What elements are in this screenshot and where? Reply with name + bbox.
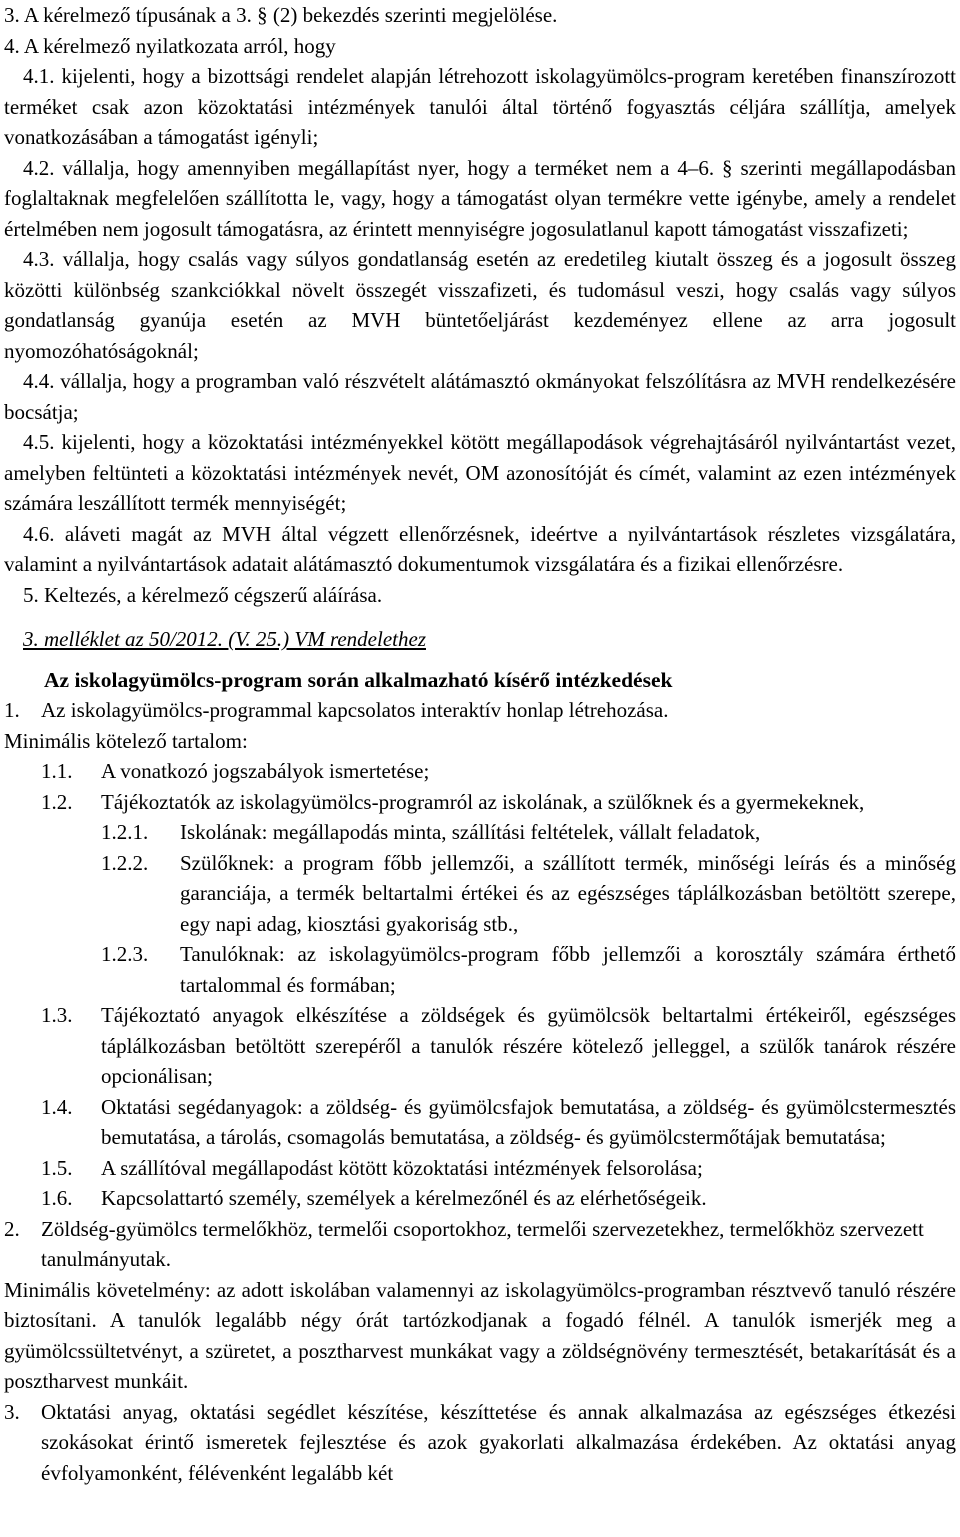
list-item — [4, 1397, 956, 1489]
section-5-line: 5. Keltezés, a kérelmező cégszerű aláírása. — [23, 582, 383, 607]
item-number: 1.4. — [41, 1094, 73, 1119]
item-text: Oktatási anyag, oktatási segédlet készítése, készíttetése és annak alkalmazása az egészséges étkezési szokásokat érintő ismeretek fejlesztése és azok gyakorlati alkalmazása érdekében. Az oktatási anyag évfolyamonként, félévenként legalább két — [41, 1399, 956, 1485]
item-text: A szállítóval megállapodást kötött közoktatási intézmények felsorolása; — [101, 1155, 703, 1180]
item-text: Szülőknek: a program főbb jellemzői, a szállított termék, minőségi leírás és a minőség garanciája, a termék beltartalmi értékei és az egészséges táplálkozásban betöltött szerepe, egy napi adag, kiosztási gyakoriság stb., — [180, 850, 956, 936]
paragraph-4-1: 4.1. kijelenti, hogy a bizottsági rendelet alapján létrehozott iskolagyümölcs-program keretében finanszírozott terméket csak azon közoktatási intézmények tanulói által történő fogyasztás céljára szállítja, amelyek vonatkozásában a támogatást igényli; — [4, 64, 956, 149]
paragraph-4-2: 4.2. vállalja, hogy amennyiben megállapítást nyer, hogy a terméket nem a 4–6. § szerinti megállapodásban foglaltaknak megfelelően szállította le, vagy, hogy a támogatást olyan termékre vette igénybe, amely a rendelet értelmében nem jogosult támogatásra, az érintett mennyiségre jogosulatlanul kapott támogatást visszafizeti; — [4, 155, 956, 241]
list-item — [4, 1153, 956, 1184]
item-number: 1.2. — [41, 789, 73, 814]
item-number: 1. — [4, 698, 20, 722]
item-number: 1.1. — [41, 759, 73, 783]
item-number: 1.3. — [41, 1003, 73, 1027]
item-number: 1.6. — [41, 1186, 73, 1210]
list-item — [4, 1000, 956, 1092]
list-item — [4, 1214, 956, 1275]
list-item — [4, 939, 956, 1000]
list-item — [4, 817, 956, 848]
item-number: 1.2.2. — [101, 850, 149, 875]
list-item — [4, 1092, 956, 1153]
section-3-line: 3. A kérelmező típusának a 3. § (2) bekezdés szerinti megjelölése. — [4, 3, 558, 27]
annex-reference: 3. melléklet az 50/2012. (V. 25.) VM rendelethez — [23, 627, 426, 651]
section-4-line: 4. A kérelmező nyilatkozata arról, hogy — [4, 33, 336, 58]
item-number: 3. — [4, 1399, 20, 1424]
item-text: Iskolának: megállapodás minta, szállítási feltételek, vállalt feladatok, — [180, 820, 761, 844]
list-item — [4, 1183, 956, 1214]
item-text: Az iskolagyümölcs-programmal kapcsolatos interaktív honlap létrehozása. — [41, 698, 669, 722]
annex-title: Az iskolagyümölcs-program során alkalmazható kísérő intézkedések — [44, 667, 673, 692]
item-text: Oktatási segédanyagok: a zöldség- és gyümölcsfajok bemutatása, a zöldség- és gyümölcstermesztés bemutatása, a tárolás, csomagolás bemutatása, a zöldség- és gyümölcstermőtájak bemutatása; — [101, 1094, 956, 1149]
list-item — [4, 848, 956, 940]
item-number: 1.2.1. — [101, 820, 149, 844]
item-text: Kapcsolattartó személy, személyek a kérelmezőnél és az elérhetőségeik. — [101, 1186, 707, 1210]
item-text: Zöldség-gyümölcs termelőkhöz, termelői csoportokhoz, termelői szervezetekhez, termelőkhöz szervezett tanulmányutak. — [41, 1216, 924, 1271]
item-number: 1.2.3. — [101, 942, 149, 966]
paragraph-4-3: 4.3. vállalja, hogy csalás vagy súlyos gondatlanság esetén az eredetileg kiutalt összeg és a jogosult összeg közötti különbség szankciókkal növelt összegét visszafizeti, és tudomásul veszi, hogy csalás vagy súlyos gondatlanság gyanúja esetén az MVH büntetőeljárást kezdeményez ellene az arra jogosult nyomozóhatóságoknál; — [4, 247, 956, 363]
item-text: Tájékoztatók az iskolagyümölcs-programról az iskolának, a szülőknek és a gyermekeknek, — [101, 789, 865, 814]
item-number: 2. — [4, 1216, 20, 1241]
paragraph-4-5: 4.5. kijelenti, hogy a közoktatási intézményekkel kötött megállapodások végrehajtásáról nyilvántartást vezet, amelyben feltünteti a közoktatási intézmények nevét, OM azonosítóját és címét, valamint az ezen intézmények számára leszállított termék mennyiségét; — [4, 430, 956, 515]
minimum-requirement-paragraph: Minimális követelmény: az adott iskolában valamennyi az iskolagyümölcs-programban résztvevő tanuló részére biztosítani. A tanulók legalább négy órát tartózkodjanak a fogadó félnél. A tanulók ismerjék meg a gyümölcssültetvényt, a szüretet, a posztharvest munkákat vagy a zöldségnövény termesztését, betakarítását és a posztharvest munkáit. — [4, 1277, 956, 1393]
item-number: 1.5. — [41, 1155, 73, 1180]
list-item — [4, 756, 956, 787]
paragraph-4-4: 4.4. vállalja, hogy a programban való részvételt alátámasztó okmányokat felszólításra az MVH rendelkezésére bocsátja; — [4, 369, 956, 424]
item-text: Tanulóknak: az iskolagyümölcs-program főbb jellemzői a korosztály számára érthető tartalommal és formában; — [180, 942, 956, 997]
list-item — [4, 695, 956, 726]
list-item — [4, 787, 956, 818]
item-text: Tájékoztató anyagok elkészítése a zöldségek és gyümölcsök beltartalmi értékeiről, egészséges táplálkozásban betöltött szerepéről a tanulók részére kötelező jelleggel, a szülők tanárok részére opcionálisan; — [101, 1003, 956, 1088]
minimum-content-label: Minimális kötelező tartalom: — [4, 728, 248, 753]
item-text: A vonatkozó jogszabályok ismertetése; — [101, 759, 430, 783]
paragraph-4-6: 4.6. aláveti magát az MVH által végzett ellenőrzésnek, ideértve a nyilvántartások részletes vizsgálatára, valamint a nyilvántartások adatait alátámasztó dokumentumok vizsgálatára és a fizikai ellenőrzésre. — [4, 521, 956, 576]
